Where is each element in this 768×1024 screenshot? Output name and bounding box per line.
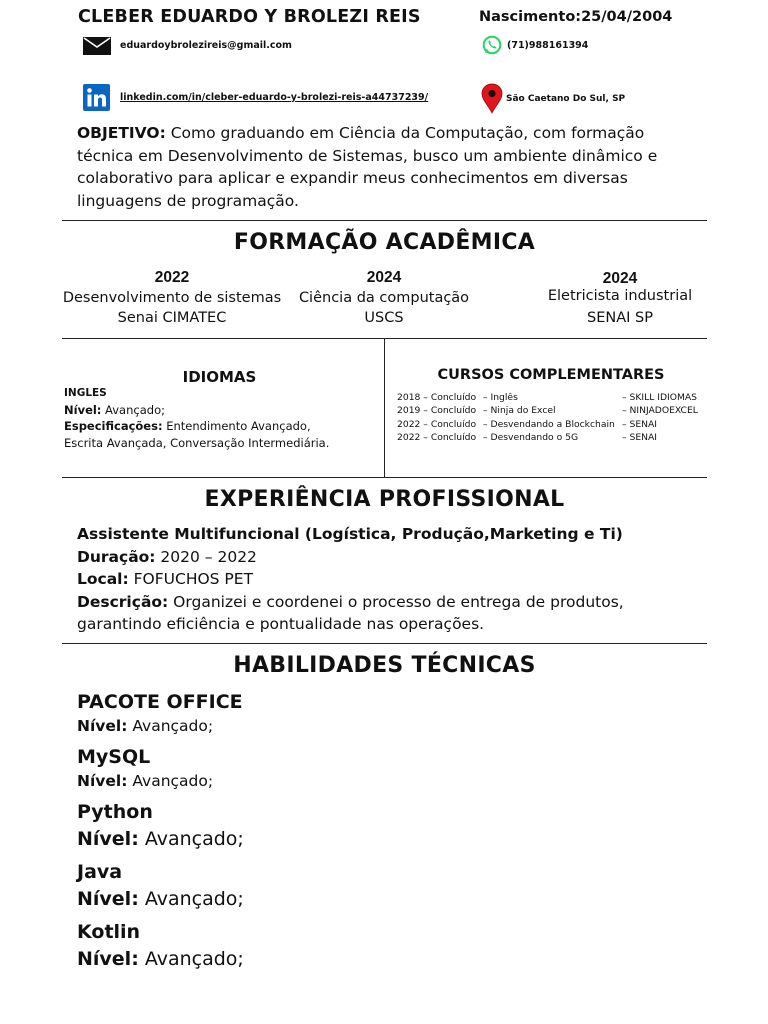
candidate-name: CLEBER EDUARDO Y BROLEZI REIS [78, 7, 421, 27]
language-name: INGLES [64, 387, 107, 399]
course-status: 2022 – Concluído [397, 432, 477, 444]
skill-level-value: Avançado; [127, 772, 214, 790]
experience-title: EXPERIÊNCIA PROFISSIONAL [204, 487, 565, 512]
whatsapp-icon [482, 35, 502, 55]
skill-level-label: Nível: [77, 828, 139, 850]
divider [62, 220, 707, 221]
skill-level-label: Nível: [77, 948, 139, 970]
course-status: 2018 – Concluído [397, 392, 477, 403]
objective-line: colaborativo para aplicar e expandir meus conhecimentos em diversas [77, 169, 628, 187]
education-institution: Senai CIMATEC [117, 310, 227, 326]
linkedin-icon [83, 84, 110, 111]
experience-description-label: Descrição: [77, 592, 169, 611]
skill-level [77, 888, 244, 910]
skill-level [77, 828, 244, 850]
course-name: – Ninja do Excel [483, 405, 556, 417]
course-provider: – SENAI [622, 418, 658, 430]
skill-level-label: Nível: [77, 772, 128, 790]
education-item [530, 269, 710, 328]
education-course: Desenvolvimento de sistemas [62, 290, 282, 306]
skill-name: MySQL [77, 746, 151, 768]
skill-level-value: Avançado; [127, 717, 214, 735]
education-course: Eletricista industrial [547, 288, 693, 304]
language-spec-line: Escrita Avançada, Conversação Intermediária. [64, 435, 330, 450]
experience-description-value: Organizei e coordenei o processo de entrega de produtos, [168, 592, 624, 611]
course-name: – Inglês [483, 392, 518, 403]
map-pin-icon [481, 83, 503, 114]
birth-date: Nascimento:25/04/2004 [479, 9, 673, 25]
languages-title: IDIOMAS [182, 368, 257, 386]
skill-level-value: Avançado; [138, 948, 244, 970]
skill-level [77, 772, 213, 790]
location-text: São Caetano Do Sul, SP [506, 94, 626, 104]
skills-title: HABILIDADES TÉCNICAS [233, 653, 536, 678]
divider [62, 643, 707, 644]
skill-level-label: Nível: [77, 717, 128, 735]
objective-line: técnica em Desenvolvimento de Sistemas, busco um ambiente dinâmico e [77, 146, 658, 165]
courses-title: CURSOS COMPLEMENTARES [437, 367, 665, 383]
course-name: – Desvendando o 5G [483, 432, 579, 444]
language-level-value: Avançado; [101, 402, 165, 417]
course-name: – Desvendando a Blockchain [483, 418, 615, 430]
education-year: 2024 [602, 270, 638, 287]
envelope-icon [83, 37, 111, 55]
education-item [284, 268, 484, 328]
skill-level [77, 948, 244, 970]
experience-location-label: Local: [77, 570, 129, 588]
course-provider: – NINJADOEXCEL [622, 405, 698, 417]
education-course: Ciência da computação [298, 290, 470, 306]
education-institution: SENAI SP [587, 310, 653, 326]
skill-level-value: Avançado; [138, 828, 244, 850]
skill-level [77, 717, 213, 735]
language-level-label: Nível: [64, 402, 102, 417]
experience-role: Assistente Multifuncional (Logística, Produção,Marketing e Ti) [77, 525, 623, 543]
objective-label: OBJETIVO: [77, 124, 166, 142]
education-year: 2024 [366, 269, 402, 286]
column-divider [384, 338, 385, 477]
skill-level-label: Nível: [77, 888, 139, 910]
experience-description-line: garantindo eficiência e pontualidade nas operações. [77, 615, 485, 633]
course-status: 2022 – Concluído [397, 418, 477, 430]
education-item [62, 268, 282, 328]
education-title: FORMAÇÃO ACADÊMICA [233, 230, 536, 255]
experience-location-value: FOFUCHOS PET [128, 570, 254, 588]
linkedin-link[interactable]: linkedin.com/in/cleber-eduardo-y-brolezi-reis-a44737239/ [120, 92, 429, 103]
divider [62, 477, 707, 478]
objective-section [77, 122, 657, 212]
skill-name: PACOTE OFFICE [77, 691, 243, 713]
phone-number: (71)988161394 [507, 40, 589, 51]
email-link[interactable]: eduardoybrolezireis@gmail.com [120, 40, 292, 51]
course-status: 2019 – Concluído [397, 405, 477, 417]
education-year: 2022 [154, 269, 190, 286]
objective-line: linguagens de programação. [77, 191, 299, 210]
skill-name: Java [77, 861, 123, 883]
course-provider: – SENAI [622, 432, 658, 444]
skill-level-value: Avançado; [138, 888, 244, 910]
experience-block [77, 523, 624, 636]
language-spec-label: Especificações: [64, 419, 163, 433]
experience-duration-label: Duração: [77, 547, 156, 566]
languages-block [64, 385, 329, 451]
skill-name: Python [77, 801, 153, 823]
course-provider: – SKILL IDIOMAS [622, 392, 698, 403]
skill-name: Kotlin [77, 921, 141, 943]
experience-duration-value: 2020 – 2022 [155, 547, 257, 566]
objective-line: Como graduando em Ciência da Computação, com formação [165, 124, 645, 142]
education-institution: USCS [364, 310, 404, 326]
language-spec-value: Entendimento Avançado, [162, 419, 311, 433]
